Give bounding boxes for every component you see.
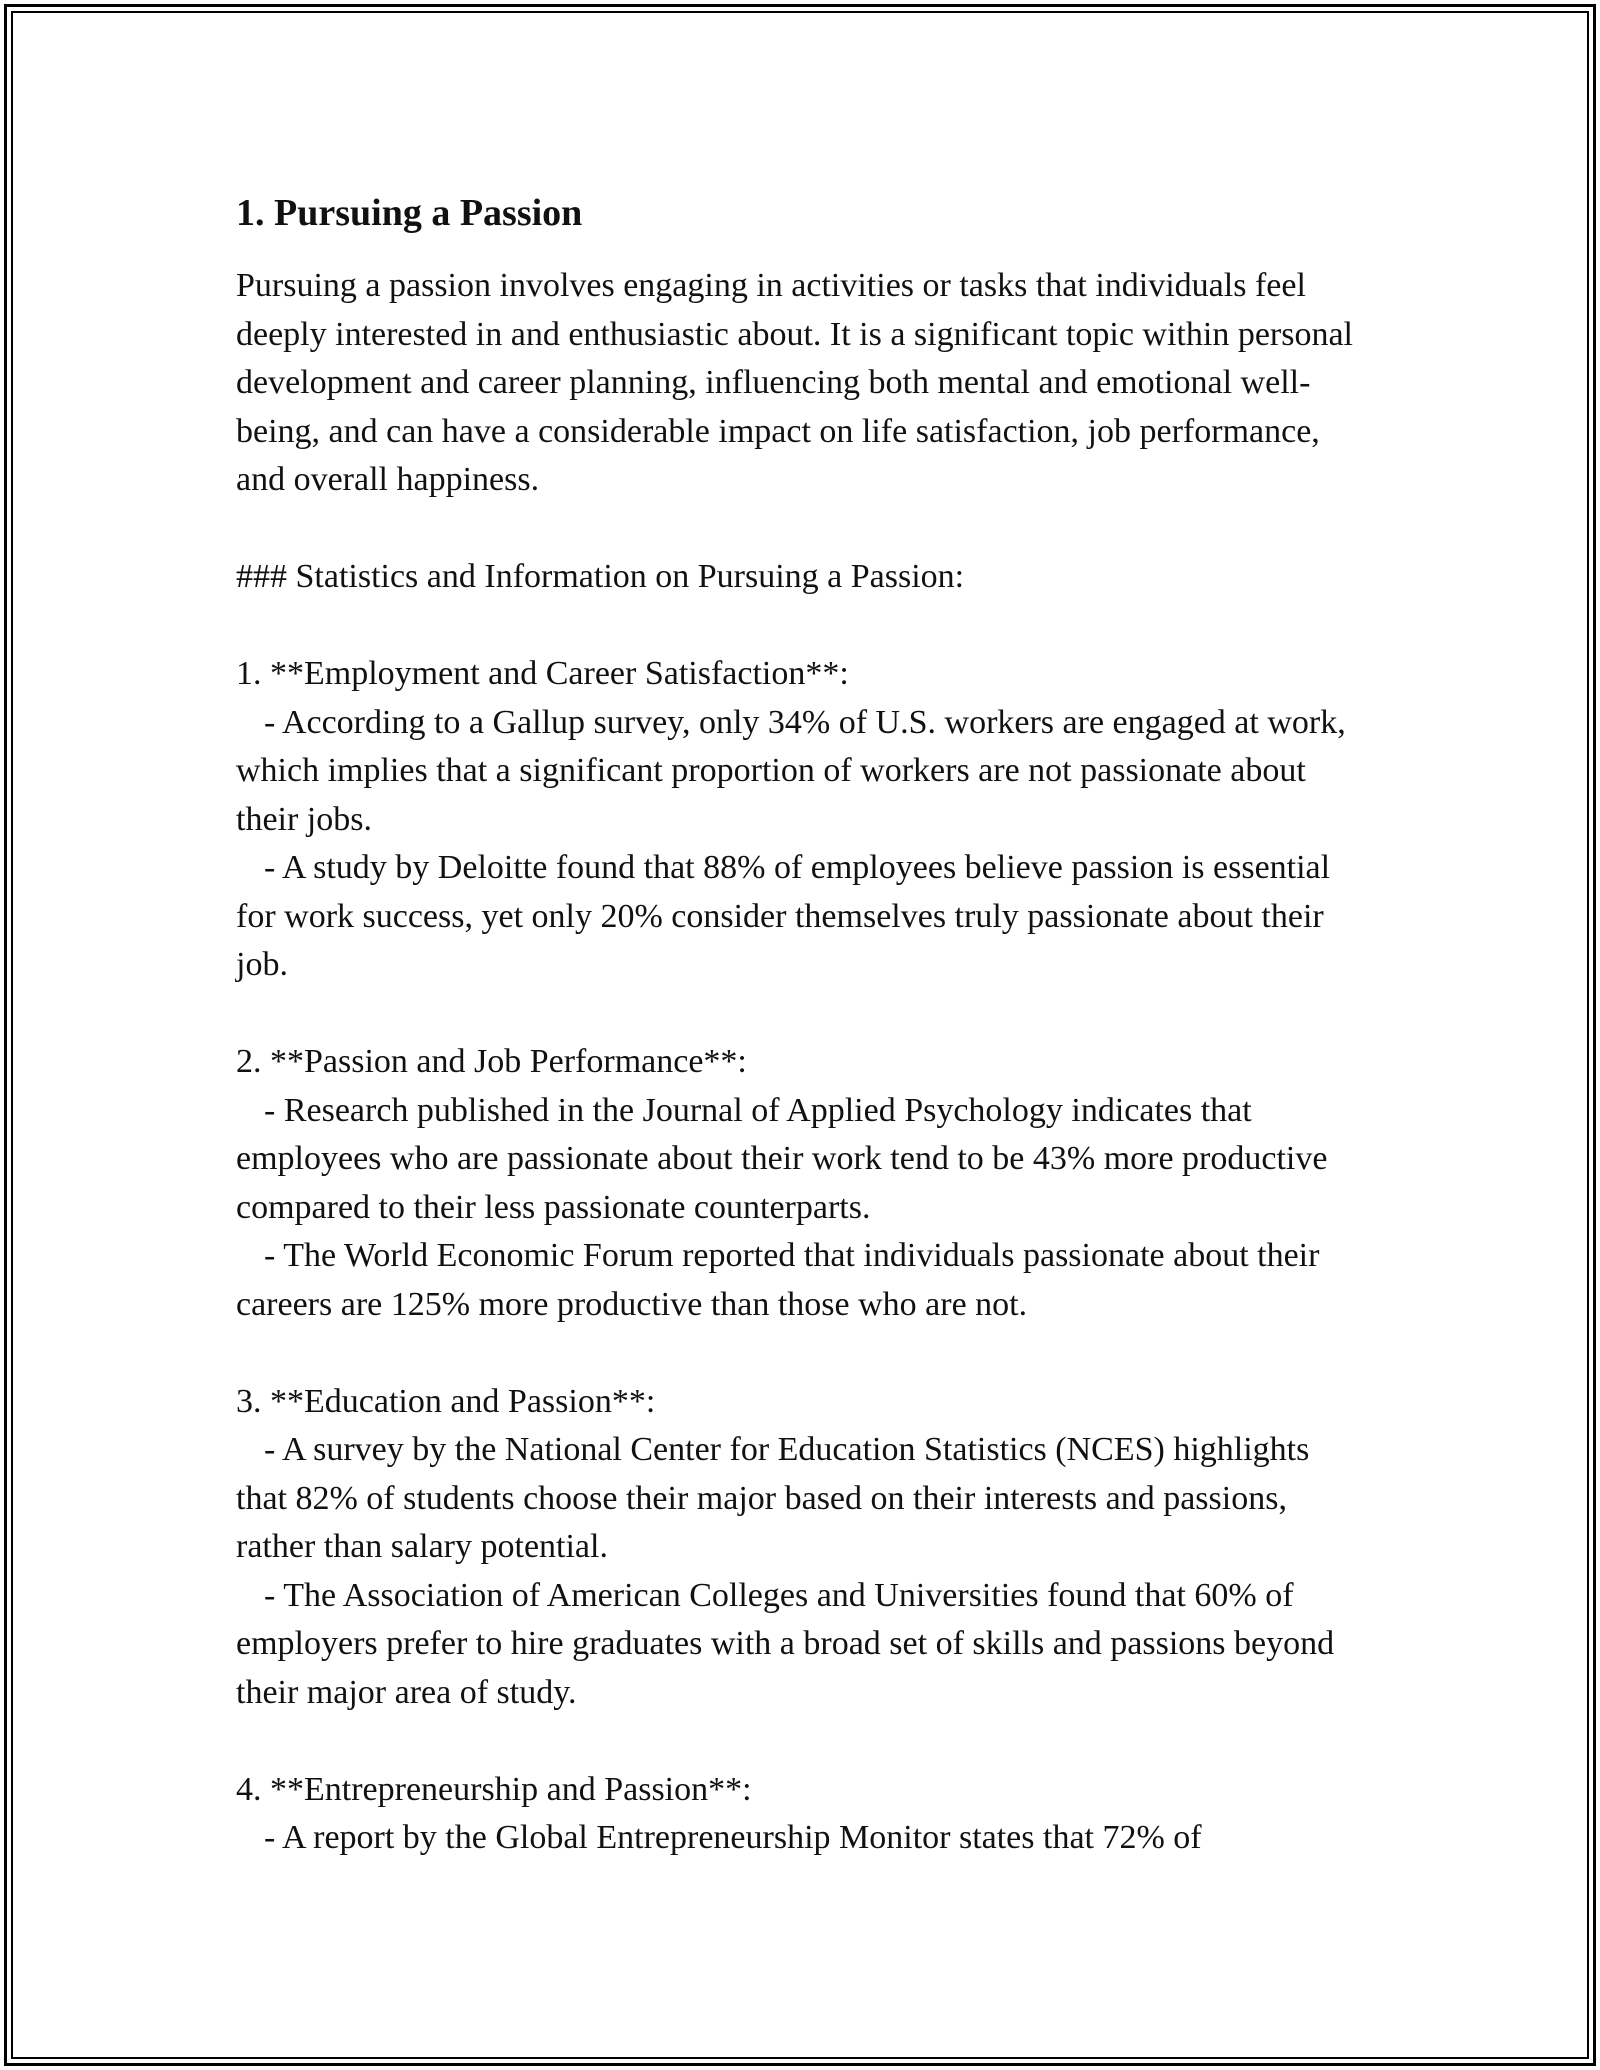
section-heading: 2. **Passion and Job Performance**:: [236, 1043, 747, 1080]
document-title: 1. Pursuing a Passion: [236, 192, 583, 234]
section-education: [236, 1378, 1356, 1718]
bullet-item: - Research published in the Journal of Applied Psychology indicates that employees who are passionate about their work tend to be 43% more productive compared to their less passionate counterparts.: [236, 1091, 1336, 1226]
spacer: [236, 1717, 1356, 1766]
section-employment: [236, 650, 1356, 990]
spacer: [236, 505, 1356, 554]
document-body: [236, 184, 1362, 1863]
intro-paragraph: Pursuing a passion involves engaging in activities or tasks that individuals feel deeply interested in and enthusiastic about. It is a significant topic within personal development and career planning, influencing both mental and emotional well-being, and can have a considerable impact on life satisfaction, job performance, and overall happiness.: [236, 267, 1362, 498]
bullet-item: - According to a Gallup survey, only 34% of U.S. workers are engaged at work, which implies that a significant proportion of workers are not passionate about their jobs.: [236, 703, 1355, 838]
bullet-item: - The Association of American Colleges and Universities found that 60% of employers prefer to hire graduates with a broad set of skills and passions beyond their major area of study.: [236, 1576, 1343, 1711]
section-heading: 1. **Employment and Career Satisfaction**:: [236, 655, 849, 692]
bullet-item: - A survey by the National Center for Education Statistics (NCES) highlights that 82% of students choose their major based on their interests and passions, rather than salary potential.: [236, 1431, 1318, 1565]
spacer: [236, 602, 1356, 651]
bullet-item: - A report by the Global Entrepreneurship Monitor states that 72% of: [264, 1819, 1202, 1856]
spacer: [236, 1329, 1356, 1378]
section-heading: 3. **Education and Passion**:: [236, 1382, 656, 1420]
bullet-item: - The World Economic Forum reported that individuals passionate about their careers are 125% more productive than those who are not.: [236, 1237, 1328, 1323]
spacer: [236, 990, 1356, 1039]
section-entrepreneurship: [236, 1766, 1356, 1863]
subheading: ### Statistics and Information on Pursuing a Passion:: [236, 558, 965, 595]
section-heading: 4. **Entrepreneurship and Passion**:: [236, 1770, 752, 1808]
section-job-performance: [236, 1038, 1356, 1329]
bullet-item: - A study by Deloitte found that 88% of employees believe passion is essential for work success, yet only 20% consider themselves truly passionate about their job.: [236, 849, 1339, 983]
